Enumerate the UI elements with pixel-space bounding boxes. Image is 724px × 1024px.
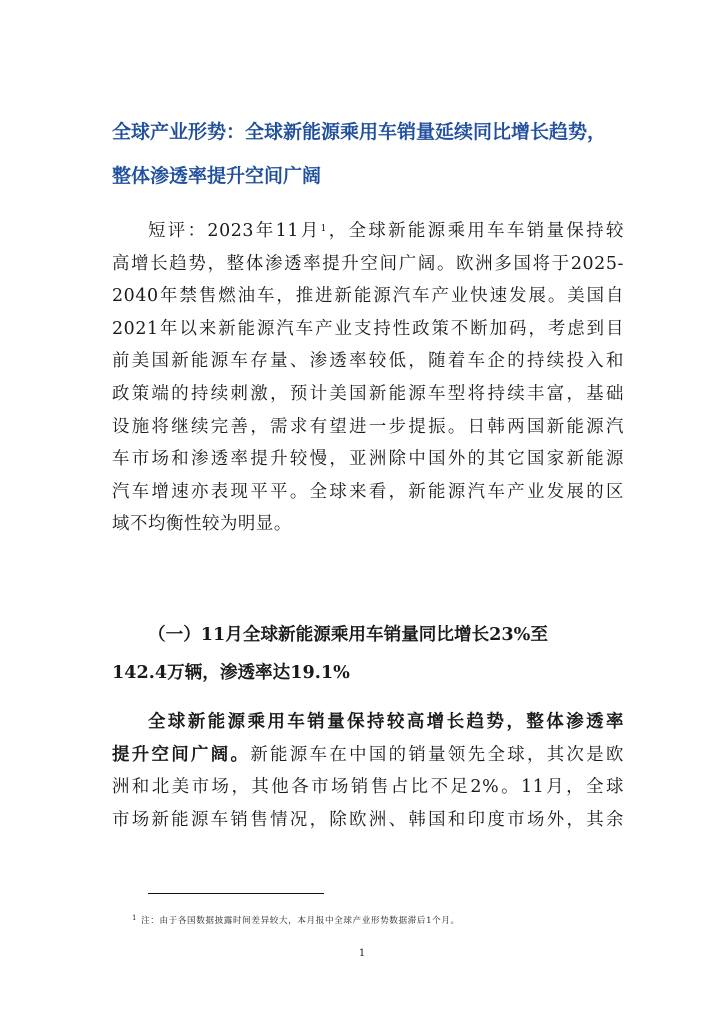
review-line: 前美国新能源车存量、渗透率较低，随着车企的持续投入和	[112, 351, 624, 372]
page-number: 1	[358, 948, 366, 959]
review-line: 短评：2023年11月$^1$，全球新能源乘用车车销量保持较	[148, 221, 624, 241]
section-heading-line-1: （一）11月全球新能源乘用车销量同比增长23%至	[148, 624, 548, 645]
review-line: 2040年禁售燃油车，推进新能源汽车产业快速发展。美国自	[112, 286, 624, 307]
body-paragraph	[112, 706, 624, 836]
footnote-divider	[148, 893, 324, 894]
footnote	[132, 914, 612, 926]
review-line: 汽车增速亦表现平平。全球来看，新能源汽车产业发展的区	[112, 481, 624, 502]
review-line: 车市场和渗透率提升较慢，亚洲除中国外的其它国家新能源	[112, 449, 624, 470]
footnote-text: 注：由于各国数据披露时间差异较大，本月报中全球产业形势数据滞后1个月。	[141, 916, 460, 926]
body-line: 市场新能源车销售情况，除欧洲、韩国和印度市场外，其余	[112, 809, 624, 830]
body-line: 提升空间广阔。新能源车在中国的销量领先全球，其次是欧	[112, 744, 625, 765]
body-lead-line: 全球新能源乘用车销量保持较高增长趋势，整体渗透率	[148, 712, 624, 732]
review-line: 政策端的持续刺激，预计美国新能源车型将持续丰富，基础	[112, 383, 624, 404]
review-line: 设施将继续完善，需求有望进一步提振。日韩两国新能源汽	[112, 416, 624, 437]
section-heading	[112, 616, 624, 692]
section-heading-line-2: 142.4万辆，渗透率达19.1%	[112, 662, 350, 683]
review-line: 高增长趋势，整体渗透率提升空间广阔。欧洲多国将于2025-	[112, 253, 624, 274]
chapter-heading-line-1: 全球产业形势：全球新能源乘用车销量延续同比增长趋势，	[112, 121, 607, 143]
body-line: 洲和北美市场，其他各市场销售占比不足2%。11月，全球	[112, 777, 624, 798]
review-paragraph	[112, 215, 624, 541]
chapter-heading	[112, 110, 622, 198]
body-lead-continuation: 提升空间广阔。	[112, 744, 251, 765]
review-line: 域不均衡性较为明显。	[112, 514, 292, 535]
footnote-mark: 1	[132, 914, 138, 922]
chapter-heading-line-2: 整体渗透率提升空间广阔	[112, 165, 322, 187]
review-line: 2021年以来新能源汽车产业支持性政策不断加码，考虑到目	[112, 318, 624, 339]
footnote-reference: 1	[320, 224, 327, 234]
